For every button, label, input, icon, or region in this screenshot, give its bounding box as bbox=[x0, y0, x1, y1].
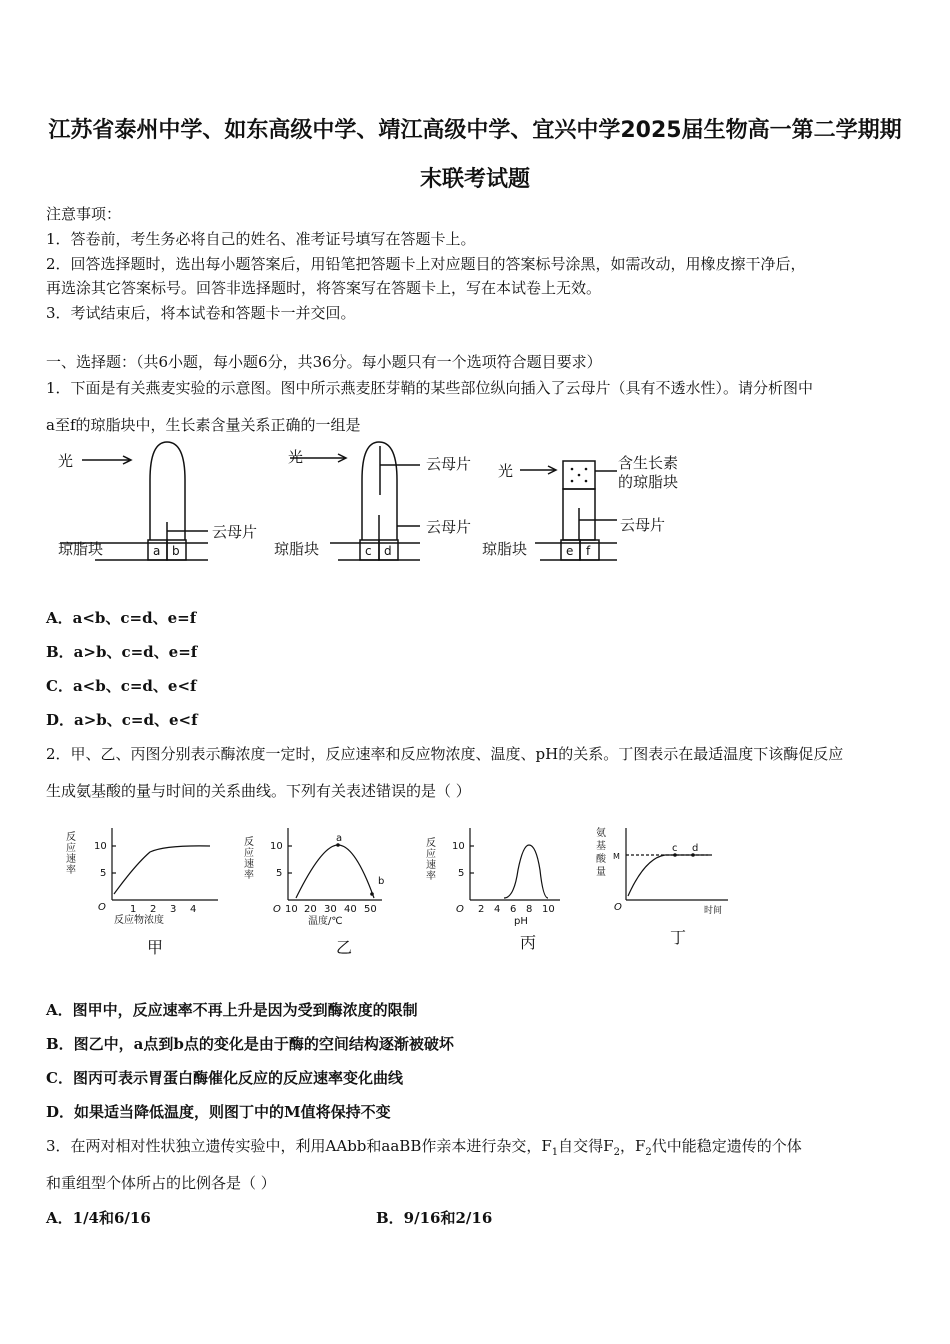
rate-label: 速 bbox=[66, 854, 76, 865]
xtick: 10 bbox=[542, 904, 555, 915]
subscript: 2 bbox=[613, 1147, 620, 1158]
q2-option-c[interactable]: C．图丙可表示胃蛋白酶催化反应的反应速率变化曲线 bbox=[46, 1069, 403, 1087]
q1-option-a[interactable]: A．a<b、c=d、e=f bbox=[46, 609, 197, 627]
ytick: 5 bbox=[458, 868, 465, 879]
block-label: d bbox=[384, 544, 392, 558]
q3-stem-text: 代中能稳定遗传的个体 bbox=[651, 1137, 802, 1155]
rate-label: 率 bbox=[66, 865, 76, 876]
q3-option-b[interactable]: B．9/16和2/16 bbox=[376, 1209, 493, 1227]
m-label: M bbox=[613, 852, 620, 861]
point-b: b bbox=[378, 876, 385, 887]
rate-label: 应 bbox=[426, 849, 436, 860]
agar-label: 琼脂块 bbox=[58, 540, 104, 558]
caption-jia: 甲 bbox=[147, 938, 164, 957]
q3-stem-text: ，F bbox=[619, 1137, 646, 1155]
block-label: b bbox=[172, 544, 180, 558]
exam-title-line2: 末联考试题 bbox=[419, 167, 530, 192]
block-label: f bbox=[586, 544, 591, 558]
agar-label: 琼脂块 bbox=[482, 540, 528, 558]
caption-ding: 丁 bbox=[670, 928, 687, 947]
block-label: c bbox=[365, 544, 372, 558]
light-label: 光 bbox=[288, 448, 304, 466]
mica-label: 云母片 bbox=[426, 455, 472, 473]
origin: O bbox=[98, 902, 106, 913]
caption-yi: 乙 bbox=[336, 938, 353, 957]
origin: O bbox=[456, 904, 464, 915]
notice-item: 1．答卷前，考生务必将自己的姓名、准考证号填写在答题卡上。 bbox=[46, 230, 476, 248]
block-label: a bbox=[153, 544, 161, 558]
xtick: 2 bbox=[478, 904, 485, 915]
q3-stem-text: 自交得F bbox=[558, 1137, 614, 1155]
xtick: 20 bbox=[304, 904, 317, 915]
q2-option-d[interactable]: D．如果适当降低温度，则图丁中的M值将保持不变 bbox=[46, 1103, 391, 1121]
xlabel: 温度/℃ bbox=[308, 916, 343, 927]
ylabel: 酸 bbox=[596, 854, 606, 865]
mica-label: 云母片 bbox=[212, 523, 258, 541]
rate-label: 率 bbox=[244, 870, 254, 881]
xtick: 1 bbox=[130, 904, 137, 915]
light-label: 光 bbox=[58, 452, 74, 470]
rate-label: 反 bbox=[426, 838, 436, 849]
agar-label: 琼脂块 bbox=[274, 540, 320, 558]
q3-option-a[interactable]: A．1/4和6/16 bbox=[46, 1209, 151, 1227]
ylabel: 氨 bbox=[596, 828, 606, 839]
origin: O bbox=[273, 904, 281, 915]
rate-label: 速 bbox=[426, 860, 436, 871]
rate-label: 应 bbox=[66, 843, 76, 854]
q3-stem-text: 3．在两对相对性状独立遗传实验中，利用AAbb和aaBB作亲本进行杂交，F bbox=[46, 1137, 552, 1155]
subscript: 1 bbox=[551, 1147, 559, 1158]
auxin-agar-label: 含生长素 bbox=[618, 454, 679, 472]
q1-stem-line2: a至f的琼脂块中，生长素含量关系正确的一组是 bbox=[46, 416, 361, 434]
xtick: 40 bbox=[344, 904, 357, 915]
light-label: 光 bbox=[498, 462, 514, 480]
point-a: a bbox=[336, 833, 343, 844]
xtick: 3 bbox=[170, 904, 177, 915]
d-label: d bbox=[692, 843, 699, 854]
q2-option-b[interactable]: B．图乙中，a点到b点的变化是由于酶的空间结构逐渐被破坏 bbox=[46, 1035, 454, 1053]
q2-option-a[interactable]: A．图甲中，反应速率不再上升是因为受到酶浓度的限制 bbox=[46, 1001, 418, 1019]
xtick: 2 bbox=[150, 904, 157, 915]
rate-label: 速 bbox=[244, 859, 254, 870]
block-label: e bbox=[566, 544, 574, 558]
xtick: 10 bbox=[285, 904, 298, 915]
notice-item: 再选涂其它答案标号。回答非选择题时，将答案写在答题卡上，写在本试卷上无效。 bbox=[46, 279, 602, 297]
xtick: 30 bbox=[324, 904, 337, 915]
notice-heading: 注意事项： bbox=[46, 205, 122, 223]
notice-item: 2．回答选择题时，选出每小题答案后，用铅笔把答题卡上对应题目的答案标号涂黑，如需改动，用橡皮擦干净后， bbox=[46, 255, 806, 273]
xlabel: 时间 bbox=[704, 906, 723, 916]
ytick: 10 bbox=[270, 841, 283, 852]
caption-bing: 丙 bbox=[520, 933, 537, 952]
subscript: 2 bbox=[645, 1147, 652, 1158]
c-label: c bbox=[672, 843, 678, 854]
rate-label: 率 bbox=[426, 871, 436, 882]
q1-option-b[interactable]: B．a>b、c=d、e=f bbox=[46, 643, 198, 661]
origin: O bbox=[614, 902, 622, 913]
ytick: 10 bbox=[452, 841, 465, 852]
ylabel: 量 bbox=[596, 867, 606, 878]
xtick: 8 bbox=[526, 904, 533, 915]
mica-label: 云母片 bbox=[426, 518, 472, 536]
q3-stem-line2: 和重组型个体所占的比例各是（ ） bbox=[46, 1174, 276, 1192]
xtick: 50 bbox=[364, 904, 377, 915]
rate-label: 反 bbox=[66, 832, 76, 843]
xtick: 4 bbox=[190, 904, 197, 915]
ytick: 10 bbox=[94, 841, 107, 852]
q1-stem-line1: 1．下面是有关燕麦实验的示意图。图中所示燕麦胚芽鞘的某些部位纵向插入了云母片（具有不透水性）。请分析图中 bbox=[46, 379, 814, 397]
q3-stem-line1 bbox=[46, 1135, 802, 1158]
xtick: 4 bbox=[494, 904, 501, 915]
xtick: 6 bbox=[510, 904, 517, 915]
rate-label: 反 bbox=[244, 837, 254, 848]
q2-stem-line1: 2．甲、乙、丙图分别表示酶浓度一定时，反应速率和反应物浓度、温度、pH的关系。丁图表示在最适温度下该酶促反应 bbox=[46, 745, 844, 763]
auxin-agar-label: 的琼脂块 bbox=[618, 473, 679, 491]
section-heading: 一、选择题：（共6小题，每小题6分，共36分。每小题只有一个选项符合题目要求） bbox=[46, 353, 602, 371]
ylabel: 基 bbox=[596, 841, 606, 852]
xlabel: 反应物浓度 bbox=[114, 915, 164, 926]
mica-label: 云母片 bbox=[620, 516, 666, 534]
xlabel: pH bbox=[514, 916, 528, 927]
q2-stem-line2: 生成氨基酸的量与时间的关系曲线。下列有关表述错误的是（ ） bbox=[46, 782, 471, 800]
ytick: 5 bbox=[100, 868, 107, 879]
rate-label: 应 bbox=[244, 848, 254, 859]
notice-item: 3．考试结束后，将本试卷和答题卡一并交回。 bbox=[46, 304, 356, 322]
q1-option-d[interactable]: D．a>b、c=d、e<f bbox=[46, 711, 198, 729]
q1-option-c[interactable]: C．a<b、c=d、e<f bbox=[46, 677, 197, 695]
ytick: 5 bbox=[276, 868, 283, 879]
exam-title-line1: 江苏省泰州中学、如东高级中学、靖江高级中学、宜兴中学2025届生物高一第二学期期 bbox=[48, 118, 902, 143]
